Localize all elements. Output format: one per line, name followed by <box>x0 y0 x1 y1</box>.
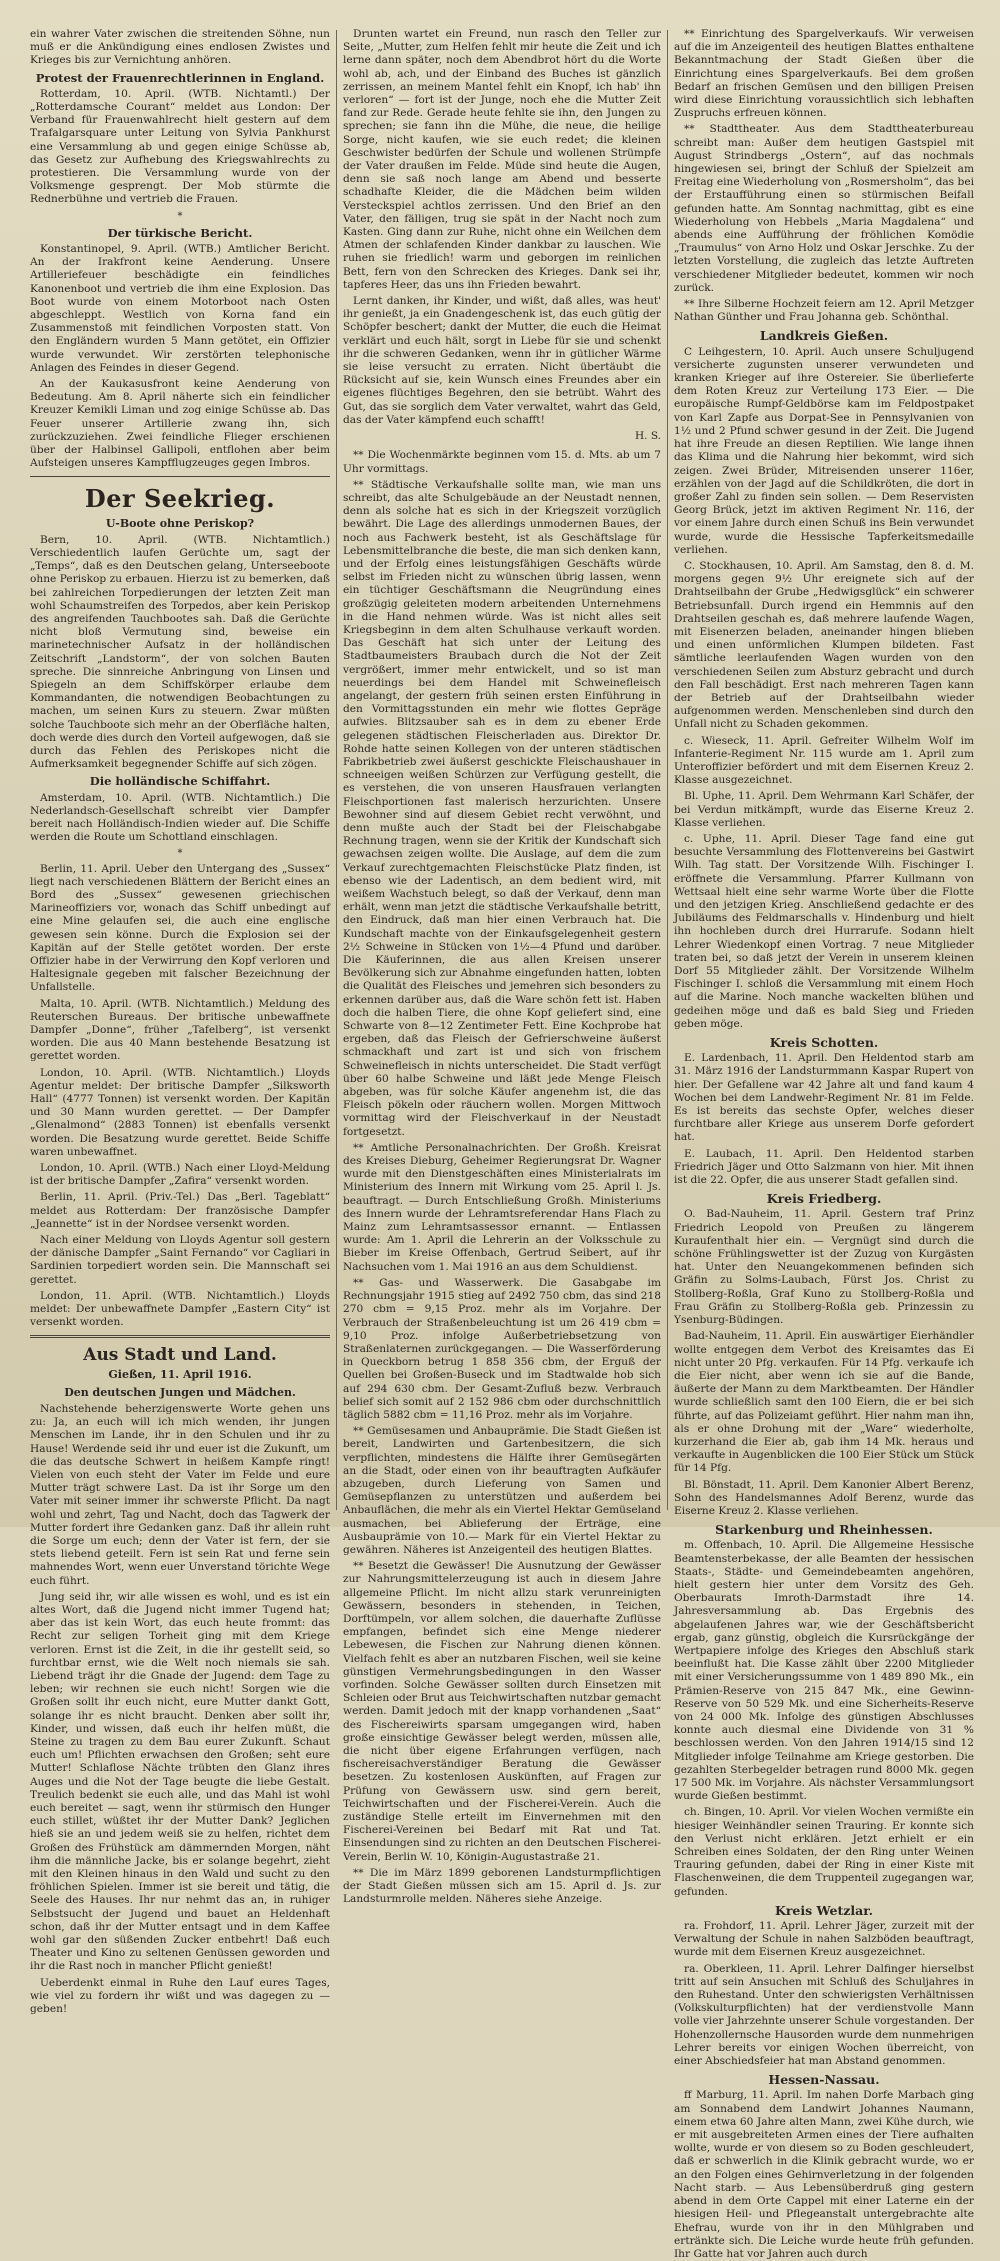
double-divider <box>30 1335 330 1338</box>
article-oberkleen: ra. Oberkleen, 11. April. Lehrer Dalfinger hierselbst tritt auf sein Ansuchen mit Schluß des Schuljahres in den Ruhestand. Unter den schwierigsten Verhältnissen (Volkskulturpflichten) hat der verdienstvolle Mann volle vier Jahrzehnte unserer Schule vorgestanden. Der Hohenzollernsche Hausorden wurde dem nunmehrigen Lehrer bereits vor einigen Wochen überreicht, von einer Abschiedsfeier hat man Abstand genommen. <box>674 1962 974 2068</box>
article-landsturm: ** Die im März 1899 geborenen Landsturmpflichtigen der Stadt Gießen müssen sich am 15. April d. Js. zur Landsturmrolle melden. Näheres siehe Anzeige. <box>343 1866 661 1906</box>
article-nauheim-2: Bad-Nauheim, 11. April. Ein auswärtiger Eierhändler wollte entgegen dem Verbot des Kreisamtes das Ei nicht unter 20 Pfg. verkaufen. Für 14 Pfg. verkaufe ich die Eier nicht, aber wenn ich sie auf die Bande, äußerte der Mann zu dem Marktbeamten. Der Händler wurde schließlich samt den 100 Eiern, die er bei sich führte, auf das Polizeiamt geführt. Hier nahm man ihn, als er ohne Drohung mit der „Ware“ wiederholte, kurzerhand die Eier ab, gab ihm 14 Mk. heraus und verkaufte in Augenblicken die 100 Eier Stück um Stück für 14 Pfg. <box>674 1330 974 1475</box>
separator-star: * <box>177 210 183 222</box>
headline-starkenburg: Starkenburg und Rheinhessen. <box>715 1522 933 1538</box>
headline-seekrieg: Der Seekrieg. <box>84 483 276 513</box>
headline-stadt-land: Aus Stadt und Land. <box>83 1345 277 1366</box>
headline-holland: Die holländische Schiffahrt. <box>89 774 271 789</box>
article-stockhausen: C. Stockhausen, 10. April. Am Samstag, den 8. d. M. morgens gegen 9½ Uhr ereignete sich auf der Drahtseilbahn der Grube „Hedwigsglück“ ein schwerer Betriebsunfall. Durch irgend ein Hemmnis auf den Drahtseilen geschah es, daß mehrere laufende Wagen, mit Eisenerzen beladen, aneinander hingen blieben und einen unförmlichen Klumpen bildeten. Fast sämtliche leerlaufenden Wagen wurden von den verschiedenen Seilen zum Absturz gebracht und durch den Fall beschädigt. Erst nach mehreren Tagen kann der Betrieb auf der Drahtseilbahn wieder aufgenommen werden. Menschenleben sind durch den Unfall nicht zu Schaden gekommen. <box>674 559 974 731</box>
article-uboote: Bern, 10. April. (WTB. Nichtamtlich.) Verschiedentlich laufen Gerüchte um, sagt der „Temps“, daß es den Deutschen gelang, Unterseeboote ohne Periskop zu erbauen. Hierzu ist zu bemerken, daß bei zahlreichen Torpedierungen der letzten Zeit man wohl Schaumstreifen des Torpedos, aber kein Periskop des angreifenden Tauchbootes sah. Daß die Gerüchte nicht bloß Vermutung sind, beweise ein marinetechnischer Aufsatz in der holländischen Zeitschrift „Landstorm“, der von solchen Bauten spreche. Die sinnreiche Anbringung von Linsen und Spiegeln an dem Schiffskörper erlaube dem Kommandanten, die notwendigen Beobachtungen zu machen, um seinen Kurs zu steuern. Zwar müßten solche Tauchboote sich mehr an der Oberfläche halten, doch werde dies durch den Vorteil aufgewogen, daß sie durch das Fehlen des Periskopes nicht die Aufmerksamkeit begegnender Schiffe auf sich zögen. <box>30 533 330 771</box>
separator-star: * <box>177 848 183 860</box>
headline-kreis-wetzlar: Kreis Wetzlar. <box>774 1902 874 1918</box>
article-bingen: ch. Bingen, 10. April. Vor vielen Wochen vermißte ein hiesiger Weinhändler seinen Trauring. Er konnte sich den Verlust nicht erklären. Jetzt erhielt er ein Schreiben eines Soldaten, der den Ring unter Weinen Trauring gefunden, dabei der Ring in einer Kiste mit Flaschenweinen, die dem Truppenteil zugegangen war, gefunden. <box>674 1806 974 1898</box>
article-silberhochzeit: ** Ihre Silberne Hochzeit feiern am 12. April Metzger Nathan Günther und Frau Johanna geb. Schönthal. <box>674 298 974 324</box>
article-uphe-2: c. Uphe, 11. April. Dieser Tage fand eine gut besuchte Versammlung des Flottenvereins bei Gastwirt Wilh. Tag statt. Der Vorsitzende Wilh. Fischinger I. eröffnete die Versammlung. Pfarrer Kullmann von Wettsaal hielt eine sehr warme Worte über die Flotte und den jetzigen Krieg. Anschließend gedachte er des Jubiläums des Feldmarschalls v. Hindenburg und hielt ihn hochleben durch drei Hurrarufe. Sodann hielt Lehrer Wiedenkopf einen Vortrag. 7 neue Mitglieder traten bei, so daß jetzt der Verein in unserem kleinen Dorf 55 Mitglieder zählt. Der Vorsitzende Wilhelm Fischinger I. schloß die Versammlung mit einem Hoch auf die Marine. Noch manche wackelten blühen und gedeihen möge und daß es bald Sieg und Frieden geben möge. <box>674 832 974 1030</box>
article-offenbach: m. Offenbach, 10. April. Die Allgemeine Hessische Beamtensterbekasse, der alle Beamten der hessischen Staats-, Städte- und Gemeindebeamten angehören, hielt gestern hier unter dem Vorsitz des Geh. Oberbaurats Imroth-Darmstadt ihre 14. Jahresversammlung ab. Das Ergebnis des abgelaufenen Jahres war, wie der Geschäftsbericht ergab, ganz günstig, obgleich die Kursrückgänge der Wertpapiere infolge des Krieges den Abschluß stark beeinflußt hat. Die Kasse zählt über 2200 Mitglieder mit einer Versicherungssumme von 1 489 890 Mk., ein Prämien-Reserve von 215 847 Mk., eine Gewinn-Reserve von 50 529 Mk. und eine Sicherheits-Reserve von 24 000 Mk. Infolge des günstigen Abschlusses konnte auch diesmal eine Dividende von 31 % beschlossen werden. Von den Jahren 1914/15 sind 12 Mitglieder infolge Teilnahme am Kriege gestorben. Die gezahlten Sterbegelder betragen rund 8000 Mk. gegen 17 500 Mk. im Vorjahre. Als nächster Versammlungsort wurde Gießen bestimmt. <box>674 1539 974 1803</box>
article-jungen-3: Ueberdenkt einmal in Ruhe den Lauf eures Tages, wie viel zu fordern ihr wißt und was dagegen zu — geben! <box>30 1976 330 2016</box>
article-frohdorf: ra. Frohdorf, 11. April. Lehrer Jäger, zurzeit mit der Verwaltung der Schule in nahen Salzböden beauftragt, wurde mit dem Eisernen Kreuz ausgezeichnet. <box>674 1920 974 1959</box>
column-3 <box>674 28 974 2260</box>
subheadline-jungen: Den deutschen Jungen und Mädchen. <box>64 1385 296 1399</box>
article-tuerkisch-1: Konstantinopel, 9. April. (WTB.) Amtlicher Bericht. An der Irakfront keine Aenderung. Unsere Artilleriefeuer beschädigte ein feindliches Kanonenboot und vertrieb die ihm eine Explosion. Das Boot wurde von einem Motorboot nach Osten abgeschleppt. Westlich von Korna fand ein Zusammenstoß mit feindlichen Vorposten statt. Von den Engländern wurden 5 Mann getötet, ein Offizier wurde verwundet. Wir zerstörten telephonische Anlagen des Feindes in dieser Gegend. <box>30 243 330 374</box>
article-laubach: E. Laubach, 11. April. Den Heldentod starben Friedrich Jäger und Otto Salzmann von hier. Mit ihnen ist die 22. Opfer, die aus unserer Stadt gefallen sind. <box>674 1147 974 1187</box>
column-2 <box>343 28 661 1906</box>
article-leihgestern: C Leihgestern, 10. April. Auch unsere Schuljugend versicherte zugunsten unserer verwundeten und kranken Krieger auf ihre Ostereier. Sie überlieferte dem Roten Kreuz zur Verteilung 173 Eier. — Die europäische Rumpf-Geldbörse kam im Feldpostpaket von Karl Zapfe aus Dorpat-See in Pennsylvanien von 1½ und 2 Pfund schwer gesund in der Zeit. Die Jugend hat ihre Freude an diesen Reptilien. Wie lange ihnen das Klima und die Nahrung hier bekommt, wird sich zeigen. Zwei Brüder, Mitreisenden unserer 116er, erzählen von der Jagd auf die Schildkröten, die dort in großer Zahl zu finden sein sollen. — Dem Reservisten Georg Brück, jetzt im aktiven Regiment Nr. 116, der vor einem Jahre durch einen Schuß ins Bein verwundet wurde, wurde die Hessische Tapferkeitsmedaille verliehen. <box>674 345 974 556</box>
article-jungen-4: Drunten wartet ein Freund, nun rasch den Teller zur Seite, „Mutter, zum Helfen fehlt mir heute die Zeit und ich lerne dann später, noch dem Abendbrot hört du die Worte wohl ab, ach, und der Einband des Buches ist gänzlich zerrissen, an meinem Mantel fehlt ein Knopf, ich hab' ihn verloren“ — fort ist der Junge, noch ehe die Mutter Zeit fand zur Rede. Gerade heute fehlte sie ihn, den Jungen zu sprechen; sie fann ihn die Mühe, die neue, die heilige Sorge, nicht kaufen, wie sie euch redet; die kleinen Geschwister bedürfen der Schule und wollenen Strümpfe der Vater draußen im Felde. Müde sind heute die Augen, denn sie saß noch lange am Abend und besserte schadhafte Kleider, die die Mädchen beim wilden Versteckspiel achtlos zerrissen. Und den Brief an den Vater, den fälligen, trug sie spät in der Nacht noch zum Kasten. Ging dann zur Ruhe, nicht ohne ein Weilchen dem Atmen der schlafenden Kinder dankbar zu lauschen. Wie ruhen sie friedlich! warm und geborgen im reinlichen Bett, fern von den Schrecken des Krieges. Dank sei ihr, tapferes Heer, das uns ihn Frieden bewahrt. <box>343 28 661 291</box>
signature: H. S. <box>635 430 661 443</box>
article-lardenbach: E. Lardenbach, 11. April. Den Heldentod starb am 31. März 1916 der Landsturmmann Kaspar Rupert von hier. Der Gefallene war 42 Jahre alt und fand kaum 4 Wochen bei dem Landwehr-Regiment Nr. 81 im Felde. Es ist bereits das sechste Opfer, welches dieser furchtbare aller Kriege aus unserem Dorfe gefordert hat. <box>674 1052 974 1144</box>
dateline: Gießen, 11. April 1916. <box>108 1368 252 1382</box>
subheadline-uboote: U-Boote ohne Periskop? <box>105 516 255 530</box>
article-tuerkisch-2: An der Kaukasusfront keine Aenderung von Bedeutung. Am 8. April näherte sich ein feindlicher Kreuzer Kemikli Liman und zog einige Schüsse ab. Das Feuer unserer Artillerie zwang ihn, sich zurückzuziehen. Zwei feindliche Flieger erschienen über der Halbinsel Gallipoli, entflohen aber beim Aufsteigen unseres Kampfflugzeuges gegen Imbros. <box>30 378 330 470</box>
article-berlin-2: Berlin, 11. April. (Priv.-Tel.) Das „Berl. Tageblatt“ meldet aus Rotterdam: Der französische Dampfer „Jeannette“ ist in der Nordsee versenkt worden. <box>30 1191 330 1230</box>
headline-protest: Protest der Frauenrechtlerinnen in England. <box>35 70 325 85</box>
article-protest: Rotterdam, 10. April. (WTB. Nichtamtl.) Der „Rotterdamsche Courant“ meldet aus London: Der Verband für Frauenwahlrecht hielt gestern auf dem Trafalgarsquare unter Leitung von Sylvia Pankhurst eine Versammlung ab und gegen einige Schüsse ab, das Gesetz zur Aufhebung des Kriegswahlrechts zu protestieren. Die Versammlung wurde von der Volksmenge gesprengt. Der Mob stürmte die Rednerbühne und vertrieb die Frauen. <box>30 87 330 206</box>
article-gewaesser: ** Besetzt die Gewässer! Die Ausnutzung der Gewässer zur Nahrungsmittelerzeugung ist auch in diesem Jahre allgemeine Pflicht. Im nicht allzu stark verunreinigten Gewässern, besonders in stehenden, in Teichen, Dorftümpeln, vor allem solchen, die dauerhafte Zuflüsse empfangen, befindet sich eine Menge niederer Lebewesen, die Fischen zur Nahrung dienen können. Vielfach fehlt es aber an nutzbaren Fischen, weil sie keine günstigen Vermehrungsbedingungen in den Wasser vorfinden. Solche Gewässer sollten durch Einsetzen mit Schleien oder Brut aus Teichwirtschaften nutzbar gemacht werden. Damit jedoch mit der knapp vorhandenen „Saat“ des Fischereiwirts sparsam umgegangen wird, haben große einsichtige Gewässer belegt werden, müssen alle, die nicht über eigene Erfahrungen verfügen, nach fischereisachverständiger Beratung die Gewässer besetzen. Zu kostenlosen Auskünften, auf Fragen zur Prüfung von Gewässern usw. sind gern bereit, Teichwirtschaften und der Fischerei-Verein. Auch die zuständige Stelle erteilt im Einvernehmen mit den Fischerei-Vereinen bei Bedarf mit Rat und Tat. Einsendungen sind zu richten an den Deutschen Fischerei-Verein, Berlin W. 10, Königin-Augustastraße 21. <box>343 1560 661 1863</box>
divider <box>30 476 330 477</box>
article-malta: Malta, 10. April. (WTB. Nichtamtlich.) Meldung des Reuterschen Bureaus. Der britische unbewaffnete Dampfer „Donne“, früher „Tafelberg“, ist versenkt worden. Die aus 40 Mann bestehende Besatzung ist gerettet worden. <box>30 997 330 1063</box>
article-verkaufshalle: ** Städtische Verkaufshalle sollte man, wie man uns schreibt, das alte Schulgebäude an der Neustadt nennen, denn als solche hat es sich in der Kriegszeit vorzüglich bewährt. Die Lage des allerdings unmodernen Baues, der noch aus Fachwerk besteht, ist als Geschäftslage für Lebensmittelbranche die beste, die man sich denken kann, und der Erfolg eines leistungsfähigen Geschäfts würde selbst im Frieden nicht zu wünschen übrig lassen, wenn ein tüchtiger Geschäftsmann die Neugründung eines großzügig geleiteten modern arbeitenden Unternehmens in die Hand nehmen würde. Was ist nicht alles seit Kriegsbeginn in dem alten Schulhause verkauft worden. Das Geschäft hat sich unter der Leitung des Stadtbaumeisters Braubach durch die Not der Zeit vergrößert, immer mehr entwickelt, und so ist man neuerdings bei dem Handel mit Schweinefleisch angelangt, der gestern früh seinen ersten Einführung in den Vormittagsstunden ein mehr wie flottes Gepräge aufwies. Blitzsauber sah es in dem zu ebener Erde gelegenen städtischen Fleischerladen aus. Direktor Dr. Rohde hatte seinen Kollegen von der unteren städtischen Fabrikbetrieb zwei äußerst geschickte Fleischaushauer in schneeigen weißen Schürzen zur Verfügung gestellt, die es verstehen, die von unseren Hausfrauen verlangten Fleischportionen fast malerisch herzurichten. Unsere Bewohner sind auf diesem Gebiet recht verwöhnt, und denn mußte auch der Stadt bei der Fleischabgabe Rechnung tragen, wenn sie der Kritik der Kundschaft sich gewachsen zeigen wollte. Die Auslage, auf dem die zum Verkauf zurechtgemachten Fleischstücke Platz finden, ist ebenso wie der Ladentisch, an dem bedient wird, mit weißem Wachstuch belegt, so daß der Verkauf, denn man erhält, wenn man jetzt die städtische Verkaufshalle betritt, den Eindruck, daß man hier einen Verbrauch hat. Die Kundschaft machte von der Einkaufsgelegenheit gestern 2½ Schweine in Stücken von 1½—4 Pfund und darüber. Die Käuferinnen, die aus allen Kreisen unserer Bevölkerung sich zur Abnahme eingefunden hatten, lobten die Qualität des Fleisches und jemehren sich besonders zu erkennen darüber aus, daß die Ware schön fett ist. Haben doch die halben Tiere, die ohne Kopf geliefert sind, eine Schwarte von 8—12 Zentimeter Fett. Eine Kochprobe hat ergeben, daß das Fleisch der Gefrierschweine äußerst schmackhaft und zart ist und sich von frischem Schweinefleisch in nichts unterscheidet. Die Stadt verfügt über 60 halbe Schweine und läßt jede Menge Fleisch abgeben, was für solche Käufer angenehm ist, die das Fleisch pökeln oder räuchern wollen. Morgen Mittwoch vormittag wird der Fleischverkauf in der Neustadt fortgesetzt. <box>343 478 661 1138</box>
article-gaswerk: ** Gas- und Wasserwerk. Die Gasabgabe im Rechnungsjahr 1915 stieg auf 2492 750 cbm, das sind 218 270 cbm = 9,15 Proz. mehr als im Vorjahre. Der Verbrauch der Straßenbeleuchtung ist um 26 419 cbm = 9,10 Proz. infolge Außerbetriebsetzung von Straßenlaternen zurückgegangen. — Die Wasserförderung in Queckborn betrug 1 858 356 cbm, der Erguß der Quellen bei Großen-Buseck und im Stadtwalde hob sich auf 294 630 cbm. Der Gesamt-Zufluß bezw. Verbrauch belief sich somit auf 2 152 986 cbm oder durchschnittlich täglich 5882 cbm = 11,16 Proz. mehr als im Vorjahre. <box>343 1276 661 1421</box>
article-london-3: London, 11. April. (WTB. Nichtamtlich.) Lloyds meldet: Der unbewaffnete Dampfer „Eastern City“ ist versenkt worden. <box>30 1289 330 1329</box>
article-nauheim-1: O. Bad-Nauheim, 11. April. Gestern traf Prinz Friedrich Leopold von Preußen zu längerem Kuraufenthalt hier ein. — Vergnügt sind durch die schöne Frühlingswetter ist der Zuzug von Kurgästen hat. Unter den Neuangekommenen befinden sich Gräfin zu Solms-Laubach, Fürst Jos. Christ zu Stollberg-Roßla, Graf Kuno zu Stollberg-Roßla und Frau Gräfin zu Stollberg-Roßla geb. Prinzessin zu Ysenburg-Büdingen. <box>674 1208 974 1327</box>
article-jungen-2: Jung seid ihr, wir alle wissen es wohl, und es ist ein altes Wort, daß die Jugend nicht immer Tugend hat; aber das ist kein Wort, das euch heute frommt: das Recht zur seligen Torheit ging mit dem Kriege verloren. Ernst ist die Zeit, in die ihr gestellt seid, so furchtbar ernst, wie die Welt noch niemals sie sah. Liebend trägt ihr die Gnade der Jugend: dem Tage zu leben; wir rechnen sie euch nicht! Sorgen wie die Großen sollt ihr euch nicht, eure Mutter dankt Gott, solange ihr es nicht braucht. Denken aber sollt ihr, Kinder, und wissen, daß euch ihr helfen müßt, die Steine zu tragen zu dem Bau eurer Zukunft. Schaut euch um! Pflichten erwachsen den Großen; seht eure Mutter! Schlaflose Nächte trübten den Glanz ihres Auges und die Not der Tage beugte die liebe Gestalt. Treulich bedenkt sie euch alle, und das Mahl ist wohl euch bereitet — sagt, wenn ihr stürmisch den Hunger euch stillet, wüßtet ihr der Mutter Dank? Jeglichen hieß sie an und jedem weiß sie zu helfen, richtet dem Großen des Frühstück am dämmernden Morgen, näht ihm die männliche Jacke, bis er solange begehrt, zieht mit den Kleinen hinaus in den Wald und sucht zu den fröhlichen Spielen. Immer ist sie bereit und tätig, die Seele des Hauses. Ihr nur nehmt das an, in ruhiger Selbstsucht der Jugend und bauet an Heldenhaft schon, daß ihr der Mutter entsagt und in dem Kaffee wohl gar den süßenden Zucker entbehrt! Daß euch Theater und Kino zu seltenen Genüssen geworden und ihr die Rast noch in mancher Pflicht genießt! <box>30 1590 330 1973</box>
article-london-1: London, 10. April. (WTB. Nichtamtlich.) Lloyds Agentur meldet: Der britische Dampfer „Silksworth Hall“ (4777 Tonnen) ist versenkt worden. Der Kapitän und 30 Mann wurden gerettet. — Der Dampfer „Glenalmond“ (2883 Tonnen) ist ebenfalls versenkt worden. Die Besatzung wurde gerettet. Beide Schiffe waren unbewaffnet. <box>30 1066 330 1158</box>
article-wochenmaerkte: ** Die Wochenmärkte beginnen vom 15. d. Mts. ab um 7 Uhr vormittags. <box>343 449 661 475</box>
headline-landkreis: Landkreis Gießen. <box>759 328 889 344</box>
article-jungen-5: Lernt danken, ihr Kinder, und wißt, daß alles, was heut' ihr genießt, ja ein Gnadengeschenk ist, das euch gütig der Schöpfer beschert; dankt der Mutter, die euch die Heimat verklärt und euch hält, sorgt in Liebe für sie und schenkt ihr die schweren Gedanken, wenn ihr in gütlicher Wärme sie leise versucht zu erraten. Nicht übertäubt die Rücksicht auf sie, kein Wunsch eines Freundes aber ein eigenes flüchtiges Begehren, den sie betrübt. Wahrt des Gut, das sie sorglich dem Vater verwaltet, wahrt das Geld, das der Vater kämpfend euch schafft! <box>343 295 661 426</box>
article-marburg: ff Marburg, 11. April. Im nahen Dorfe Marbach ging am Sonnabend dem Landwirt Johannes Naumann, einem etwa 60 Jahre alten Mann, zwei Kühe durch, wie er mit ausgebreiteten Armen eines der Tiere aufhalten wollte, wurde er von diesem so zu Boden geschleudert, daß er schwerlich in die Klinik gebracht wurde, wo er an den Folgen eines Gehirnverletzung in der folgenden Nacht starb. — Aus Lebensüberdruß ging gestern abend in dem Orte Cappel mit einer Laterne ein der hiesigen Heil- und Pflegeanstalt untergebrachte alte Ehefrau, wurde von ihr in den Mühlgraben und ertränkte sich. Die Leiche wurde heute früh gefunden. Ihr Gatte hat vor Jahren auch durch <box>674 2089 974 2260</box>
column-rule <box>336 30 337 1510</box>
article-spargel: ** Einrichtung des Spargelverkaufs. Wir verweisen auf die im Anzeigenteil des heutigen Blattes enthaltene Bekanntmachung der Stadt Gießen über die Einrichtung eines Spargelverkaufs. Bei dem großen Bedarf an frischen Gemüsen und den billigen Preisen wird diese Einrichtung voraussichtlich sich lebhaften Zuspruchs erfreuen können. <box>674 28 974 120</box>
article-holland: Amsterdam, 10. April. (WTB. Nichtamtlich.) Die Nederlandsch-Gesellschaft schreibt vier Dampfer bereit nach Holländisch-Indien wieder auf. Die Schiffe werden die Route um Schottland einschlagen. <box>30 791 330 844</box>
article-lloyds: Nach einer Meldung von Lloyds Agentur soll gestern der dänische Dampfer „Saint Fernando“ vor Cagliari in Sardinien torpediert worden sein. Die Mannschaft sei gerettet. <box>30 1234 330 1286</box>
article-gemuese: ** Gemüsesamen und Anbauprämie. Die Stadt Gießen ist bereit, Landwirten und Gartenbesitzern, die sich verpflichten, mindestens die Hälfte ihrer Gemüsegärten an die Stadt, oder einen von ihr beauftragten Aufkäufer abzugeben, durch Lieferung von Samen und Gemüsepflanzen zu unterstützen und außerdem bei Anbauflächen, die mehr als ein Viertel Hektar Gemüseland ausmachen, bei Ablieferung der Erträge, eine Ausbauprämie von 10.— Mark für ein Viertel Hektar zu gewähren. Näheres ist Anzeigenteil des heutigen Blattes. <box>343 1425 661 1556</box>
article-sussex: Berlin, 11. April. Ueber den Untergang des „Sussex“ liegt nach verschiedenen Blättern der Bericht eines an Bord des „Sussex“ gewesenen griechischen Marineoffiziers vor, wonach das Schiff unbedingt auf eine Mine gelaufen sei, die auch eine englische gewesen sein könne. Durch die Explosion sei der Kapitän auf der Stelle getötet worden. Der erste Offizier habe in der Verwirrung den Kopf verloren und Haltesignale gegeben mit falscher Bezeichnung der Unfallstelle. <box>30 862 330 994</box>
column-1 <box>30 28 330 2016</box>
column-rule <box>667 30 668 1510</box>
article-london-2: London, 10. April. (WTB.) Nach einer Lloyd-Meldung ist der britische Dampfer „Zafira“ versenkt worden. <box>30 1162 330 1188</box>
headline-tuerkisch: Der türkische Bericht. <box>107 225 253 240</box>
article-theater: ** Stadttheater. Aus dem Stadttheaterbureau schreibt man: Außer dem heutigen Gastspiel mit August Strindbergs „Ostern“, auf das nochmals hingewiesen sei, bringt der Schluß der Spielzeit am Freitag eine Wiederholung von „Rosmersholm“, das bei der Erstaufführung einen so stürmischen Beifall gefunden hatte. Am Sonntag nachmittag, gibt es eine Wiederholung von Hebbels „Maria Magdalena“ und abends eine Aufführung der fröhlichen Komödie „Traumulus“ von Arno Holz und Oskar Jerschke. Zu der letzten Vorstellung, die zugleich das letzte Auftreten verschiedener Mitglieder bedeutet, kommen wir noch zurück. <box>674 123 974 294</box>
article-jungen-1: Nachstehende beherzigenswerte Worte gehen uns zu: Ja, an euch will ich mich wenden, ihr jungen Menschen im Lande, ihr in den Schulen und ihr zu Hause! Werdende seid ihr und euer ist die Zukunft, um die das deutsche Schwert in heißem Kampfe ringt! Vielen von euch steht der Vater im Felde und eure Mutter trägt schwere Last. Da ist ihr Sorge um den Vater mit seiner immer ihr schwerste Pflicht. Da nagt wohl und zehrt, Tag und Nacht, doch das Tagwerk der Mutter fordert ihre Gedanken ganz. Daß ihr allein ruht die Sorge um euch; denn der Vater ist fern, der sie stets liebend geteilt. Fern ist sein Rat und ferne sein mahnendes Wort, wenn euer Unverstand törichte Wege euch führt. <box>30 1402 330 1587</box>
headline-hessen-nassau: Hessen-Nassau. <box>768 2072 880 2088</box>
headline-kreis-friedberg: Kreis Friedberg. <box>766 1191 882 1207</box>
article-personal: ** Amtliche Personalnachrichten. Der Großh. Kreisrat des Kreises Dieburg, Geheimer Regierungsrat Dr. Wagner wurde mit den Dienstgeschäften eines Ministerialrats im Ministerium des Innern mit Wirkung vom 25. April l. Js. beauftragt. — Durch Entschließung Großh. Ministeriums des Innern wurde der Lehramtsreferendar Hans Flach zu Mainz zum Lehramtsassessor ernannt. — Entlassen wurde: Am 1. April die Lehrerin an der Volksschule zu Bieber im Kreise Offenbach, Gertrud Seibert, auf ihr Nachsuchen vom 1. Mai 1916 an aus dem Schuldienst. <box>343 1141 661 1273</box>
article-uphe-1: Bl. Uphe, 11. April. Dem Wehrmann Karl Schäfer, der bei Verdun mitkämpft, wurde das Eiserne Kreuz 2. Klasse verliehen. <box>674 790 974 829</box>
article-wieseck: c. Wieseck, 11. April. Gefreiter Wilhelm Wolf im Infanterie-Regiment Nr. 115 wurde am 1. April zum Unteroffizier befördert und mit dem Eisernen Kreuz 2. Klasse ausgezeichnet. <box>674 734 974 787</box>
intro-fragment: ein wahrer Vater zwischen die streitenden Söhne, nun muß er die Ankündigung eines endlosen Zwistes und Krieges bis zur Vernichtung anhören. <box>30 28 330 67</box>
article-boenstadt: Bl. Bönstadt, 11. April. Dem Kanonier Albert Berenz, Sohn des Handelsmannes Adolf Berenz, wurde das Eiserne Kreuz 2. Klasse verliehen. <box>674 1478 974 1517</box>
headline-kreis-schotten: Kreis Schotten. <box>769 1035 879 1051</box>
